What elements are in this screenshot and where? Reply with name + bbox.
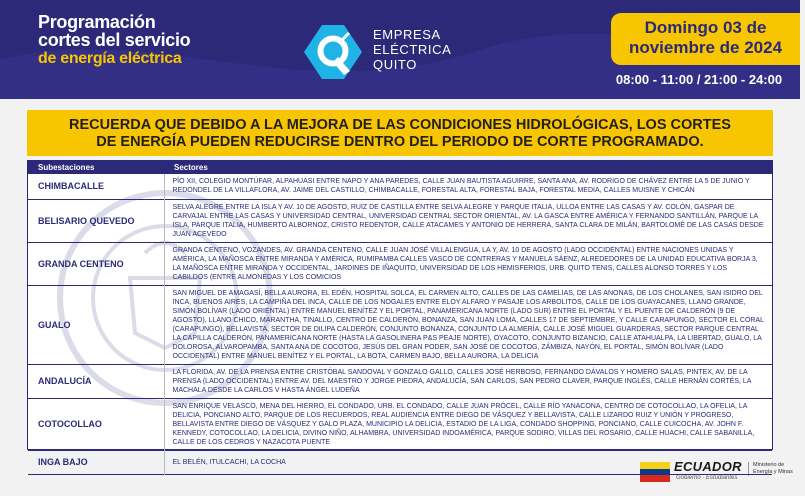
table-row — [28, 199, 772, 242]
ministry-name: Ministerio de Energía y Minas — [748, 462, 804, 476]
sector-list: EL BELÉN, ITULCACHI, LA COCHA — [172, 458, 286, 466]
substation-name: GUALO — [28, 285, 164, 364]
title-line-1: Programación — [38, 12, 156, 32]
company-line-1: EMPRESA — [373, 27, 441, 42]
substation-name: CHIMBACALLE — [28, 174, 164, 199]
table-header-row — [28, 161, 772, 174]
company-line-3: QUITO — [373, 57, 417, 72]
sector-list: SELVA ALEGRE ENTRE LA ISLA Y AV. 10 DE AGOSTO, RUIZ DE CASTILLA ENTRE SELVA ALEGRE Y PARQUE ITALIA, ULLOA ENTRE LAS CASAS Y AV. COLÓN, GASPAR DE CARVAJAL ENTRE LAS CASAS Y UNIVERSIDAD CENTRAL, UNIVERSIDAD CENTRAL SECTOR ORIENTAL, AV. LA GASCA ENTRE AMÉRICA Y FERNANDO SANTILLÁN, PARQUE LA ISLA, PARQUE ITALIA, HUMBERTO ALBORNOZ, CRISTO REDENTOR, CALLE ATACAMES Y ANTONIO DE HERRERA, SANTA CLARA DE MILÁN, BARTOLOMÉ DE LAS CASAS DESDE JUAN ACEVEDO — [172, 203, 764, 238]
substation-name: INGA BAJO — [28, 450, 164, 474]
eeq-logo-icon — [300, 23, 366, 81]
notice-line-1: RECUERDA QUE DEBIDO A LA MEJORA DE LAS CONDICIONES HIDROLÓGICAS, LOS CORTES — [69, 117, 731, 133]
footer-brand: ECUADOR — [674, 459, 742, 474]
company-line-2: ELÉCTRICA — [373, 42, 452, 57]
table-row — [28, 285, 772, 364]
substation-name: ANDALUCÍA — [28, 364, 164, 398]
sector-list: SAN MIGUEL DE AMAGASÍ, BELLA AURORA, EL EDÉN, HOSPITAL SOLCA, EL CARMEN ALTO, CALLES DE LAS CAMELIAS, DE LAS ANONAS, DE LOS CHOLANES, SAN ISIDRO DEL INCA, BUENOS AIRES, LA CAMPIÑA DEL INCA, CALLE DE LOS NOGALES ENTRE ELOY ALFARO Y PASAJE LOS ARBOLITOS, CALLE DE LOS GUAYACANES, LLANO GRANDE, SIMÓN BOLÍVAR (LADO ORIENTAL) ENTRE MANUEL BENÍTEZ Y EL PORTAL, PANAMERICANA NORTE (LADO SUR) ENTRE EL PORTAL Y EL PUENTE DE CALDERÓN (9 DE AGOSTO), LLANO CHICO, MARANTHA, TINALLO, CENTRO DE CALDERÓN, BONANZA, SAN JUAN LOMA, CALLES 17 DE SEPTIEMBRE, Y CALLE CARAPUNGO, SECTOR EL CORAL (CARAPUNGO), BELLAVISTA, SECTOR DE DILIPA CALDERÓN, CONJUNTO BONANZA, CONJUNTO LA ALMERÍA, CALLE JOSÉ MIGUEL GUARDERAS, SECTOR PARQUE CENTRAL LA CAPILLA CALDERÓN, PANAMERICANA NORTE (HASTA LA GASOLINERA P&S PEAJE NORTE), OYACOTO, CONJUNTO BIZANCIO, CALLE ATAHUALPA, LA LIBERTAD, GUALO, LA DOLOROSA, ALVAROPAMBA, SANTA ANA DE COCOTOG, JESÚS DEL GRAN PODER, SAN JOSÉ DE COCOTOG, ZÁMBIZA, NAYÓN, EL PORTAL, SIMÓN BOLÍVAR (LADO OCCIDENTAL) ENTRE MANUEL BENÍTEZ Y EL PORTAL, LA BOTA, CARMEN BAJO, BELLA AURORA, LA DELICIA — [172, 289, 764, 360]
date-badge — [611, 13, 800, 65]
table-row — [28, 450, 772, 474]
sector-list: GRANDA CENTENO, VOZANDES, AV. GRANDA CENTENO, CALLE JUAN JOSÉ VILLALENGUA, LA Y, AV. 10 DE AGOSTO (LADO OCCIDENTAL) ENTRE NACIONES UNIDAS Y AMÉRICA, LA MAÑOSCA ENTRE MIRANDA Y AMÉRICA, RUMIPAMBA CALLES VASCO DE CONTRERAS Y MANUELA SÁENZ, ALREDEDORES DE LA UNIDAD EDUCATIVA BORJA 3, LA MAÑOSCA ENTRE MIRANDA Y OCCIDENTAL, JARDINES DE IÑAQUITO, UNIVERSIDAD DE LOS HEMISFERIOS, URB. QUITO TENIS, CALLES ALONSO TORRES Y LOS CABILDOS (ENTRE ALMONEDAS Y LOS COMICIOS — [172, 246, 758, 281]
title-line-3: de energía eléctrica — [38, 50, 182, 67]
table-row — [28, 398, 772, 450]
table-row — [28, 364, 772, 398]
sector-list: PÍO XII, COLEGIO MONTÚFAR, ALPAHUASI ENTRE NAPO Y ANA PAREDES, CALLE JUAN BAUTISTA AGUIRRE, SANTA ANA, AV. RODRIGO DE CHÁVEZ ENTRE LA 5 DE JUNIO Y REDONDEL DE LA VILLAFLORA, AV. JAIME DEL CASTILLO, CHIMBACALLE, FORESTAL ALTA, FORESTAL BAJA, FORESTAL MEDIA, CALLES MUISNE Y CHICÁN — [172, 178, 750, 195]
footer-slogan: Gobierno · Estudiantes — [676, 475, 738, 481]
outage-table — [28, 161, 772, 475]
substation-name: BELISARIO QUEVEDO — [28, 199, 164, 242]
company-name — [373, 27, 451, 72]
substation-name: COTOCOLLAO — [28, 398, 164, 450]
date-line-2: noviembre de 2024 — [628, 38, 783, 57]
title-line-2: cortes del servicio — [38, 30, 191, 50]
sector-list: SAN ENRIQUE VELASCO, MENA DEL HIERRO, EL CONDADO, URB. EL CONDADO, CALLE JUAN PRÓCEL, CALLE RÍO YANACONA, CENTRO DE COTOCOLLAO, LA OFELIA, LA DELICIA, PONCIANO ALTO, PARQUE DE LOS RECUERDOS, REAL AUDIENCIA ENTRE DIEGO DE VÁSQUEZ Y BELLAVISTA, CALLE LIZARDO RUIZ Y UNIÓN Y PROGRESO, BELLAVISTA ENTRE DIEGO DE VÁSQUEZ Y GALO PLAZA, MUNICIPIO LA DELICIA, ESTADIO DE LA LIGA, CONDADO SHOPPING, PONCIANO, CALLE CUICOCHA, AV. JOHN F. KENNEDY, COTOCOLLAO, LA DELICIA, DIVINO NIÑO, ALHAMBRA, UNIVERSIDAD INDOAMÉRICA, PARQUE SODIRO, VILLAS DEL ROSARIO, CALLE HUACHI, CALLE SABANILLA, CALLE DE LOS CEDROS Y NAZACOTA PUENTE — [172, 402, 755, 446]
date-line-1: Domingo 03 de — [644, 18, 767, 37]
substation-name: GRANDA CENTENO — [28, 242, 164, 285]
header-banner — [0, 0, 800, 99]
column-header-substations: Subestaciones — [28, 161, 164, 174]
page-title — [38, 13, 190, 68]
table-row — [28, 242, 772, 285]
notice-line-2: DE ENERGÍA PUEDEN REDUCIRSE DENTRO DEL PERIODO DE CORTE PROGRAMADO. — [96, 134, 704, 150]
outage-hours: 08:00 - 11:00 / 21:00 - 24:00 — [615, 72, 783, 87]
column-header-sectors: Sectores — [164, 161, 772, 174]
table-row — [28, 174, 772, 199]
notice-banner — [27, 110, 773, 156]
sector-list: LA FLORIDA, AV. DE LA PRENSA ENTRE CRISTÓBAL SANDOVAL Y GONZALO GALLO, CALLES JOSÉ HERBOSO, FERNANDO DÁVALOS Y HOMERO SALAS, PINTEX, AV. DE LA PRENSA (LADO OCCIDENTAL) ENTRE AV. DEL MAESTRO Y JORGE PIEDRA, ANDALUCÍA, SAN CARLOS, SAN PEDRO CLAVER, PARQUE INGLÉS, CALLE HERNÁN CORTÉS, LA MACHALA DESDE LA CARLOS V HASTA ÁNGEL LUDEÑA — [172, 368, 752, 394]
